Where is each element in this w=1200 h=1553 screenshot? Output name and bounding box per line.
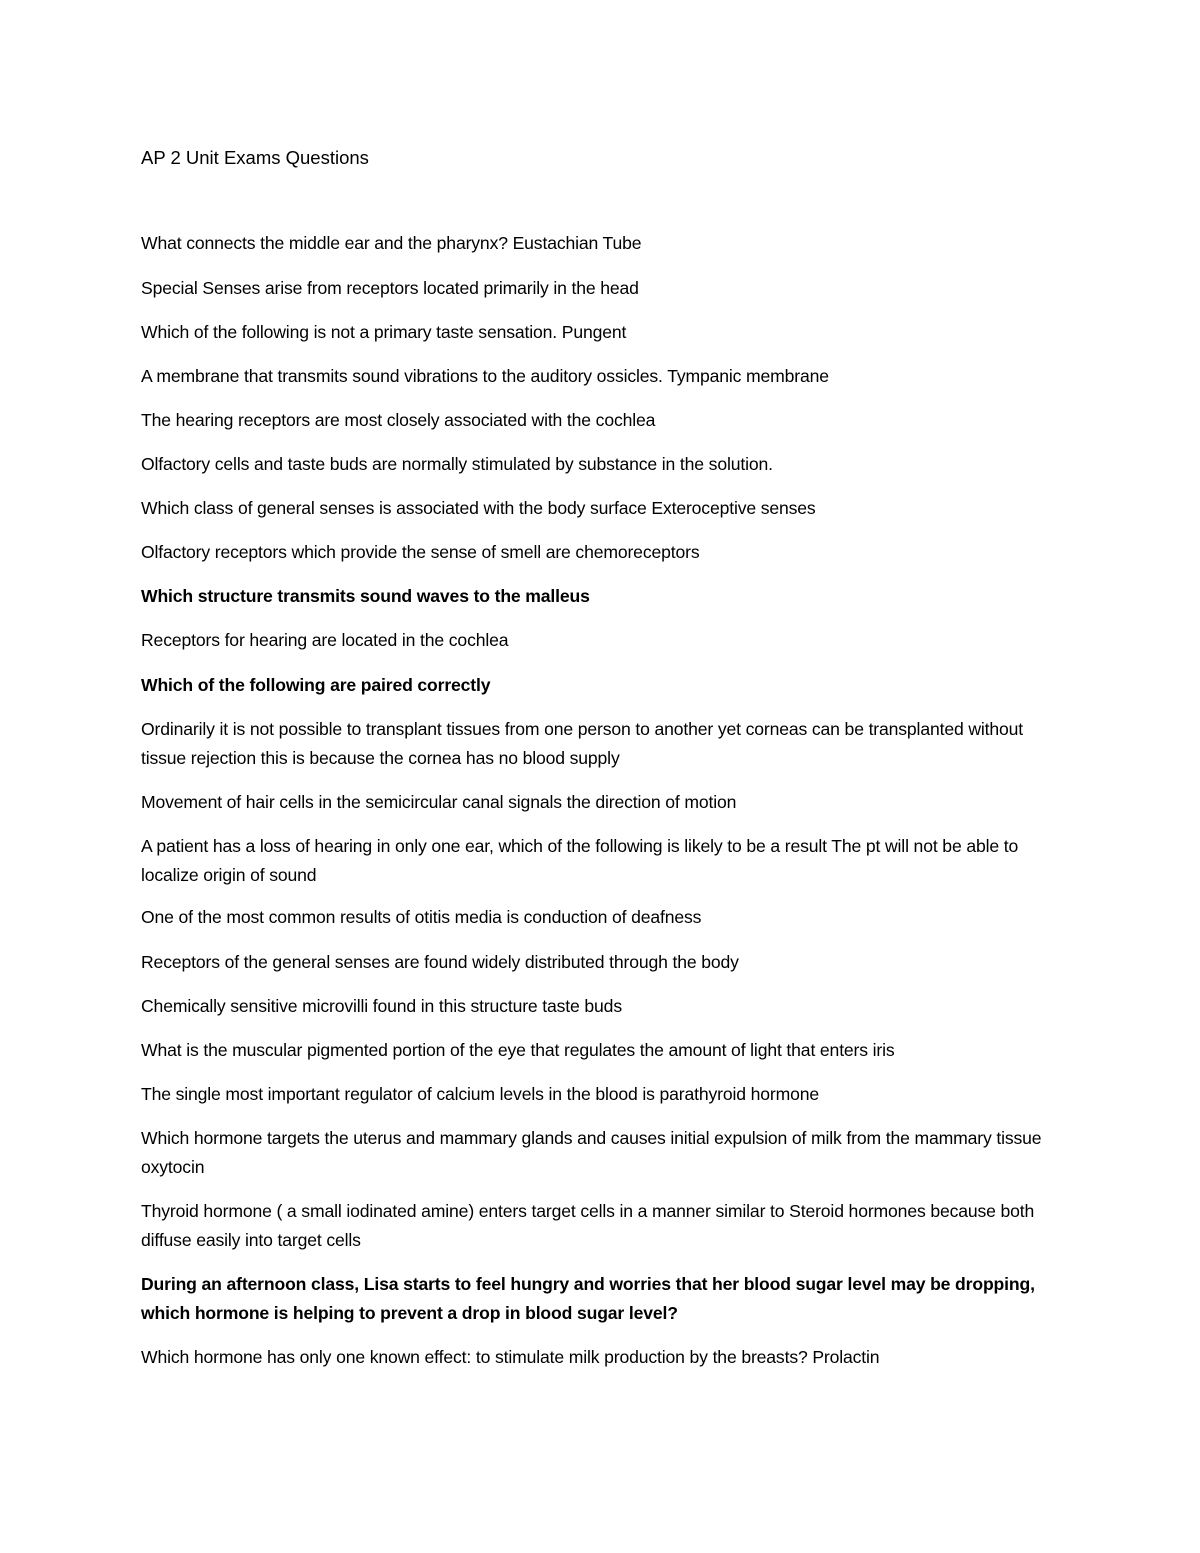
- qa-line: Movement of hair cells in the semicircular canal signals the direction of motion: [141, 792, 737, 812]
- qa-line: Which hormone has only one known effect: to stimulate milk production by the breasts? Prolactin: [141, 1347, 880, 1367]
- qa-line: One of the most common results of otitis media is conduction of deafness: [141, 907, 702, 927]
- qa-line: Which hormone targets the uterus and mammary glands and causes initial expulsion of milk from the mammary tissue oxytocin: [141, 1128, 1042, 1177]
- qa-line: Which class of general senses is associated with the body surface Exteroceptive senses: [141, 498, 816, 518]
- qa-line-bold: During an afternoon class, Lisa starts to feel hungry and worries that her blood sugar level may be dropping, which hormone is helping to prevent a drop in blood sugar level?: [141, 1274, 1035, 1323]
- qa-line: Thyroid hormone ( a small iodinated amine) enters target cells in a manner similar to Steroid hormones because both diffuse easily into target cells: [141, 1201, 1035, 1250]
- qa-line: Special Senses arise from receptors located primarily in the head: [141, 278, 639, 298]
- qa-line: The single most important regulator of calcium levels in the blood is parathyroid hormone: [141, 1084, 820, 1104]
- qa-line: A patient has a loss of hearing in only one ear, which of the following is likely to be a result The pt will not be able to localize origin of sound: [141, 836, 1019, 885]
- document-title: AP 2 Unit Exams Questions: [141, 147, 369, 168]
- qa-line: What is the muscular pigmented portion of the eye that regulates the amount of light that enters iris: [141, 1040, 895, 1060]
- qa-line: Olfactory receptors which provide the sense of smell are chemoreceptors: [141, 542, 700, 562]
- qa-line: Chemically sensitive microvilli found in this structure taste buds: [141, 996, 622, 1016]
- qa-line: Olfactory cells and taste buds are normally stimulated by substance in the solution.: [141, 454, 773, 474]
- qa-line: A membrane that transmits sound vibrations to the auditory ossicles. Tympanic membrane: [141, 366, 829, 386]
- qa-line: Receptors of the general senses are found widely distributed through the body: [141, 952, 739, 972]
- qa-line: What connects the middle ear and the pharynx? Eustachian Tube: [141, 233, 642, 253]
- qa-line: The hearing receptors are most closely associated with the cochlea: [141, 410, 656, 430]
- qa-line-bold: Which structure transmits sound waves to the malleus: [141, 586, 590, 606]
- qa-line: Which of the following is not a primary taste sensation. Pungent: [141, 322, 627, 342]
- qa-line-bold: Which of the following are paired correctly: [141, 675, 491, 695]
- qa-line: Ordinarily it is not possible to transplant tissues from one person to another yet corneas can be transplanted without tissue rejection this is because the cornea has no blood supply: [141, 719, 1024, 768]
- qa-line: Receptors for hearing are located in the cochlea: [141, 630, 509, 650]
